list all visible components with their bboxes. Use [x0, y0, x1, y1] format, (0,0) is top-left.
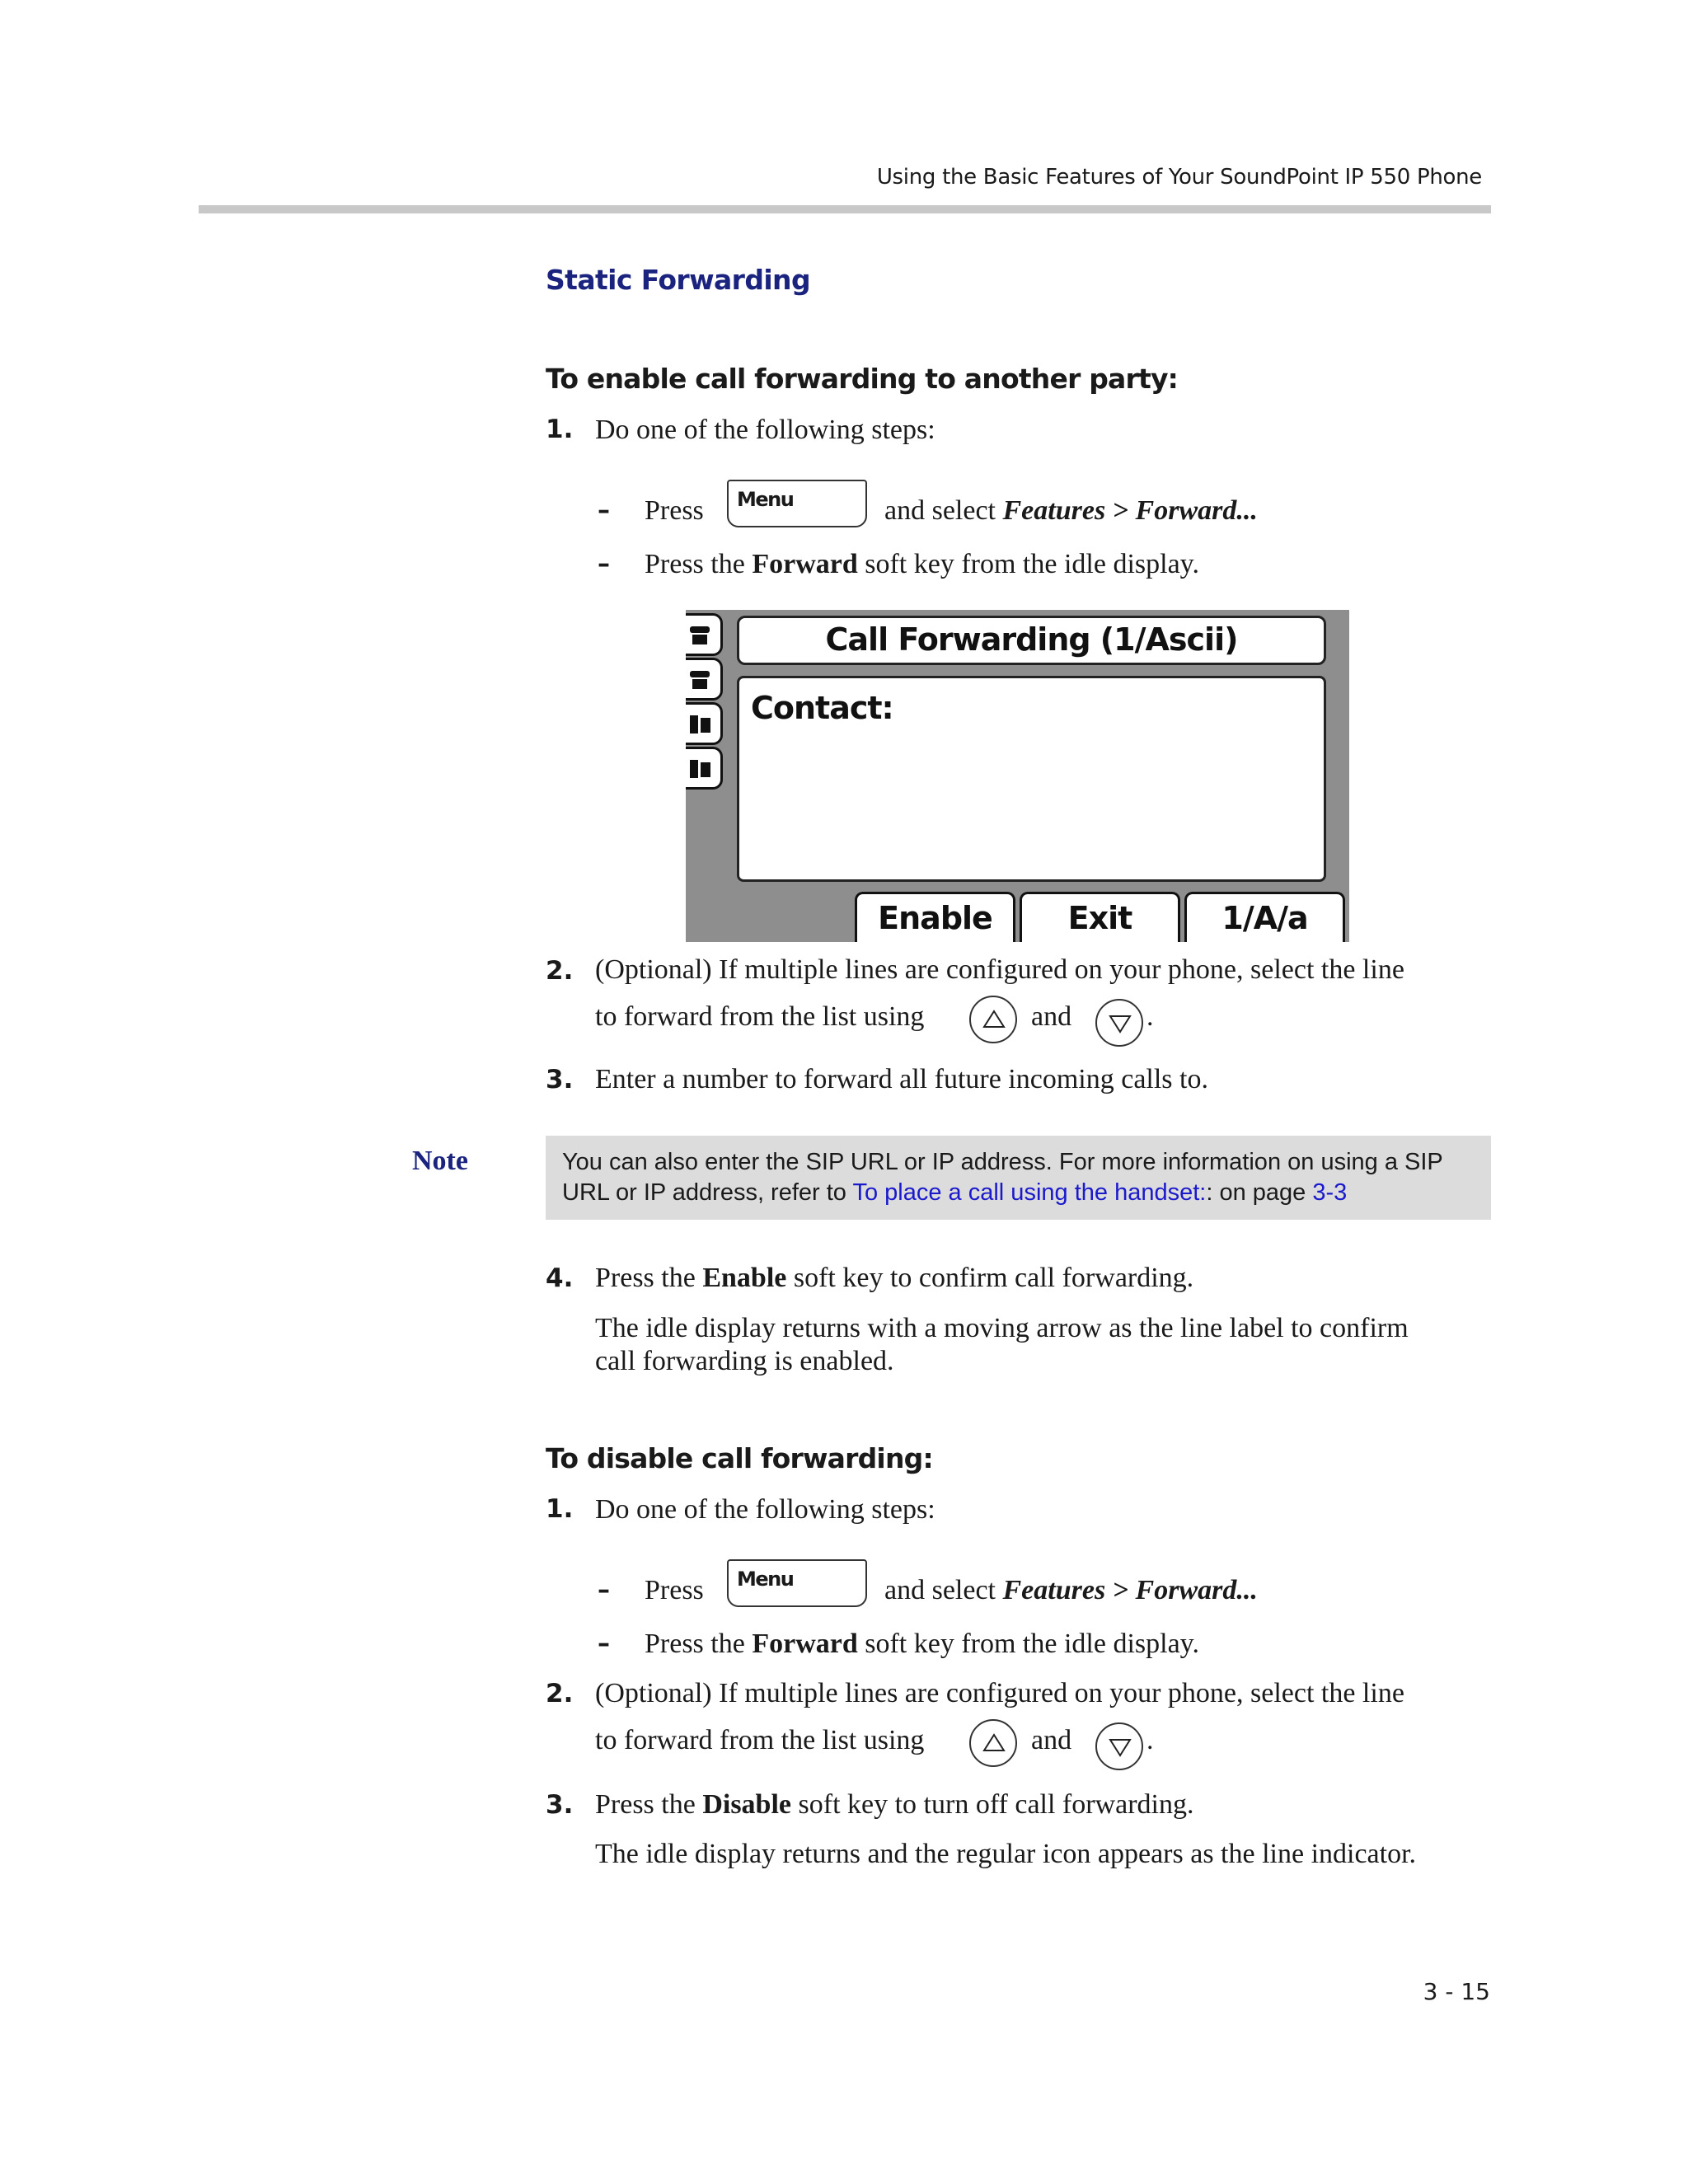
- softkey-1-a-a[interactable]: 1/A/a: [1184, 892, 1345, 942]
- phone-line-icon: [688, 757, 713, 780]
- cross-reference-link[interactable]: To place a call using the handset:: [852, 1179, 1207, 1206]
- menu-key-label: Menu: [737, 488, 794, 511]
- phone-line-icon: [688, 624, 713, 647]
- screen-title: Call Forwarding (1/Ascii): [825, 621, 1238, 658]
- menu-key-icon: [727, 480, 867, 527]
- enable-softkey-name: Enable: [702, 1263, 787, 1293]
- press-text: Press: [645, 1575, 704, 1605]
- step-number: 2.: [546, 956, 574, 986]
- menu-key-icon: [727, 1559, 867, 1607]
- page-reference-link[interactable]: 3-3: [1312, 1179, 1348, 1206]
- note-label: Note: [412, 1146, 468, 1176]
- note-box: [546, 1136, 1491, 1220]
- softkey-enable[interactable]: Enable: [855, 892, 1015, 942]
- step-text: (Optional) If multiple lines are configured on your phone, select the line: [595, 954, 1404, 985]
- period: .: [1146, 1725, 1154, 1755]
- press-text: Press: [645, 495, 704, 526]
- step-text: Enter a number to forward all future incoming calls to.: [595, 1064, 1208, 1094]
- phone-line-icon: [688, 668, 713, 691]
- step-description: The idle display returns with a moving arrow as the line label to confirm: [595, 1313, 1409, 1343]
- note-text: You can also enter the SIP URL or IP address. For more information on using a SIP: [562, 1149, 1443, 1175]
- enable-procedure-title: To enable call forwarding to another party:: [546, 363, 1179, 395]
- disable-softkey-name: Disable: [702, 1789, 792, 1820]
- step-text: Press the Disable soft key to turn off call forwarding.: [595, 1789, 1194, 1820]
- step-text: to forward from the list using: [595, 1001, 925, 1032]
- step-number: 3.: [546, 1790, 574, 1820]
- option-text: [884, 1574, 1258, 1607]
- contact-entry-panel: [737, 676, 1326, 882]
- screen-title-bar: [737, 616, 1326, 665]
- step-number: 4.: [546, 1263, 574, 1293]
- contact-field-label: Contact:: [751, 690, 893, 726]
- forward-softkey-name: Forward: [752, 549, 858, 579]
- line-tab: [686, 658, 723, 701]
- up-arrow-icon: [969, 996, 1017, 1043]
- bullet-dash: –: [598, 1629, 610, 1658]
- phone-screen: [686, 610, 1349, 942]
- step-number: 1.: [546, 415, 574, 444]
- down-arrow-icon: [1095, 999, 1143, 1047]
- running-header: Using the Basic Features of Your SoundPoint IP 550 Phone: [876, 165, 1482, 190]
- period: .: [1146, 1001, 1154, 1032]
- down-arrow-icon: [1095, 1722, 1143, 1770]
- up-arrow-icon: [969, 1719, 1017, 1767]
- step-number: 3.: [546, 1065, 574, 1094]
- step-number: 2.: [546, 1679, 574, 1708]
- option-text: Press the Forward soft key from the idle display.: [645, 1629, 1199, 1659]
- note-text: URL or IP address, refer to To place a call using the handset:: on page 3-3: [562, 1179, 1348, 1206]
- line-tab: [686, 747, 723, 790]
- step-number: 1.: [546, 1494, 574, 1524]
- menu-path: Features > Forward...: [1002, 1575, 1258, 1605]
- and-select-text: and select: [884, 1575, 996, 1605]
- and-text: and: [1031, 1001, 1072, 1032]
- forward-softkey-name: Forward: [752, 1629, 858, 1659]
- step-text: Do one of the following steps:: [595, 1494, 935, 1525]
- step-text: Do one of the following steps:: [595, 415, 935, 445]
- step-text: (Optional) If multiple lines are configured on your phone, select the line: [595, 1678, 1404, 1708]
- bullet-dash: –: [598, 550, 610, 579]
- disable-procedure-title: To disable call forwarding:: [546, 1442, 933, 1474]
- and-select-text: and select: [884, 495, 996, 526]
- page-number: 3 - 15: [1423, 1978, 1490, 2005]
- bullet-dash: –: [598, 1576, 610, 1605]
- and-text: and: [1031, 1725, 1072, 1755]
- phone-line-icon: [688, 713, 713, 736]
- line-tab: [686, 613, 723, 656]
- header-rule: [199, 205, 1491, 213]
- menu-key-label: Menu: [737, 1568, 794, 1591]
- step-text: Press the Enable soft key to confirm call forwarding.: [595, 1263, 1194, 1293]
- option-text: [884, 494, 1258, 527]
- softkey-exit[interactable]: Exit: [1020, 892, 1180, 942]
- step-description: The idle display returns and the regular icon appears as the line indicator.: [595, 1839, 1417, 1869]
- bullet-dash: –: [598, 496, 610, 525]
- step-text: to forward from the list using: [595, 1725, 925, 1755]
- section-title: Static Forwarding: [546, 264, 810, 296]
- option-text: Press the Forward soft key from the idle display.: [645, 549, 1199, 579]
- menu-path: Features > Forward...: [1002, 495, 1258, 526]
- line-tab: [686, 702, 723, 745]
- step-description: call forwarding is enabled.: [595, 1346, 894, 1376]
